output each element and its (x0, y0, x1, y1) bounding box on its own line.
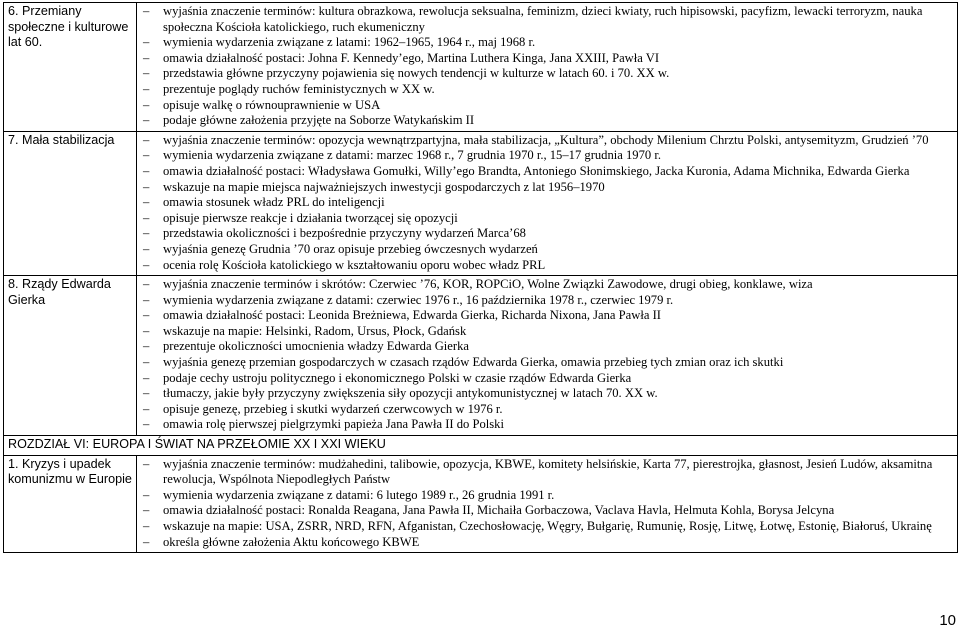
requirement-text: podaje główne założenia przyjęte na Soborze Watykańskim II (163, 113, 475, 128)
dash-bullet: – (143, 4, 150, 18)
chapter-row (4, 436, 958, 456)
requirement-item (141, 503, 953, 519)
requirement-item (141, 133, 953, 149)
requirement-text: podaje cechy ustroju politycznego i ekonomicznego Polski w czasie rządów Edwarda Gierka (163, 370, 632, 385)
requirement-item (141, 113, 953, 129)
requirement-item (141, 82, 953, 98)
requirements-list (141, 277, 953, 433)
requirement-text: wyjaśnia znaczenie terminów i skrótów: Czerwiec ’76, KOR, ROPCiO, Wolne Związki Zawodowe, drugi obieg, konklawe, wiza (163, 277, 813, 292)
section-row (4, 3, 958, 132)
requirement-text: wyjaśnia znaczenie terminów: kultura obrazkowa, rewolucja seksualna, feminizm, dzieci kwiaty, ruch hipisowski, pacyfizm, lewacki terroryzm, nauka społeczna Kościoła katolickiego, ruch ekumeniczny (163, 4, 923, 34)
dash-bullet: – (143, 241, 150, 256)
requirement-text: wyjaśnia znaczenie terminów: opozycja wewnątrzpartyjna, mała stabilizacja, „Kultura”, obchody Milenium Chrztu Polski, antysemityzm, Grudzień ’70 (163, 132, 929, 147)
requirement-item (141, 386, 953, 402)
section-row (4, 455, 958, 553)
requirement-item (141, 66, 953, 82)
requirement-item (141, 308, 953, 324)
requirement-item (141, 488, 953, 504)
requirement-text: wskazuje na mapie: USA, ZSRR, NRD, RFN, Afganistan, Czechosłowację, Węgry, Bułgarię, Rumunię, Rosję, Litwę, Łotwę, Estonię, Białoruś, Ukrainę (163, 519, 932, 533)
requirement-item (141, 35, 953, 51)
requirement-text: określa główne założenia Aktu końcowego KBWE (163, 534, 420, 549)
dash-bullet: – (143, 401, 150, 416)
requirement-text: wymienia wydarzenia związane z datami: czerwiec 1976 r., 16 października 1978 r., czerwiec 1979 r. (163, 292, 674, 307)
requirement-text: opisuje walkę o równouprawnienie w USA (163, 97, 381, 112)
requirement-item (141, 535, 953, 551)
dash-bullet: – (143, 50, 150, 65)
requirement-item (141, 98, 953, 114)
dash-bullet: – (143, 226, 150, 241)
dash-bullet: – (143, 370, 150, 385)
dash-bullet: – (143, 97, 150, 112)
topic-title: 1. Kryzys i upadek komunizmu w Europie (4, 455, 137, 553)
requirement-item (141, 339, 953, 355)
requirement-item (141, 402, 953, 418)
requirement-text: omawia działalność postaci: Władysława Gomułki, Willy’ego Brandta, Antoniego Słonimskiego, Jacka Kuronia, Adama Michnika, Edwarda Gierka (163, 163, 910, 178)
dash-bullet: – (143, 308, 150, 323)
requirement-item (141, 324, 953, 340)
dash-bullet: – (143, 534, 150, 549)
requirement-text: omawia stosunek władz PRL do inteligencji (163, 195, 385, 210)
dash-bullet: – (143, 277, 150, 292)
dash-bullet: – (143, 179, 150, 194)
requirement-text: wymienia wydarzenia związane z latami: 1962–1965, 1964 r., maj 1968 r. (163, 35, 536, 50)
requirements-list (141, 133, 953, 273)
dash-bullet: – (143, 148, 150, 163)
requirement-item (141, 417, 953, 433)
requirement-text: opisuje pierwsze reakcje i działania tworzącej się opozycji (163, 210, 458, 225)
requirement-item (141, 258, 953, 274)
dash-bullet: – (143, 66, 150, 81)
requirement-item (141, 457, 953, 488)
dash-bullet: – (143, 35, 150, 50)
requirement-text: tłumaczy, jakie były przyczyny zwiększenia siły opozycji antykomunistycznej w latach 70. XX w. (163, 386, 658, 401)
dash-bullet: – (143, 487, 150, 502)
dash-bullet: – (143, 355, 150, 370)
requirement-text: prezentuje poglądy ruchów feministycznych w XX w. (163, 81, 435, 96)
dash-bullet: – (143, 417, 150, 432)
dash-bullet: – (143, 456, 150, 471)
dash-bullet: – (143, 323, 150, 338)
dash-bullet: – (143, 210, 150, 225)
requirement-text: omawia działalność postaci: Ronalda Reagana, Jana Pawła II, Michaiła Gorbaczowa, Vaclava Havla, Helmuta Kohla, Borysa Jelcyna (163, 503, 835, 518)
requirements-cell (137, 131, 958, 275)
requirement-item (141, 371, 953, 387)
dash-bullet: – (143, 113, 150, 128)
dash-bullet: – (143, 163, 150, 178)
requirement-item (141, 195, 953, 211)
requirement-item (141, 355, 953, 371)
requirement-item (141, 51, 953, 67)
requirement-item (141, 519, 953, 535)
dash-bullet: – (143, 292, 150, 307)
dash-bullet: – (143, 339, 150, 354)
requirement-text: wymienia wydarzenia związane z datami: 6 lutego 1989 r., 26 grudnia 1991 r. (163, 487, 555, 502)
dash-bullet: – (143, 195, 150, 210)
topic-title: 7. Mała stabilizacja (4, 131, 137, 275)
section-row (4, 276, 958, 436)
dash-bullet: – (143, 519, 150, 533)
requirement-text: ocenia rolę Kościoła katolickiego w kształtowaniu oporu wobec władz PRL (163, 257, 546, 272)
requirement-text: wyjaśnia genezę przemian gospodarczych w czasach rządów Edwarda Gierka, omawia przebieg tych zmian oraz ich skutki (163, 355, 784, 370)
requirement-text: omawia działalność postaci: Johna F. Kennedy’ego, Martina Luthera Kinga, Jana XXIII, Pawła VI (163, 50, 660, 65)
requirement-text: prezentuje okoliczności umocnienia władzy Edwarda Gierka (163, 339, 469, 354)
chapter-heading: ROZDZIAŁ VI: EUROPA I ŚWIAT NA PRZEŁOMIE XX I XXI WIEKU (4, 436, 958, 456)
requirement-item (141, 164, 953, 180)
requirement-text: omawia działalność postaci: Leonida Breżniewa, Edwarda Gierka, Richarda Nixona, Jana Pawła II (163, 308, 661, 323)
dash-bullet: – (143, 81, 150, 96)
requirement-item (141, 226, 953, 242)
requirement-item (141, 293, 953, 309)
requirement-item (141, 148, 953, 164)
requirement-item (141, 4, 953, 35)
dash-bullet: – (143, 386, 150, 401)
dash-bullet: – (143, 132, 150, 147)
dash-bullet: – (143, 503, 150, 518)
requirement-item (141, 211, 953, 227)
requirement-text: wyjaśnia znaczenie terminów: mudżahedini, talibowie, opozycja, KBWE, komitety helsińskie, Karta 77, pierestrojka, głasnost, Jesień Ludów, aksamitna rewolucja, Wspólnota Niepodległych Państw (163, 456, 933, 487)
requirements-cell (137, 455, 958, 553)
requirement-item (141, 242, 953, 258)
requirements-list (141, 457, 953, 551)
topic-title: 6. Przemiany społeczne i kulturowe lat 60. (4, 3, 137, 132)
requirement-item (141, 180, 953, 196)
dash-bullet: – (143, 257, 150, 272)
requirement-item (141, 277, 953, 293)
page-number: 10 (939, 612, 956, 629)
requirement-text: przedstawia okoliczności i bezpośrednie przyczyny wydarzeń Marca’68 (163, 226, 526, 241)
requirement-text: omawia rolę pierwszej pielgrzymki papieża Jana Pawła II do Polski (163, 417, 504, 432)
requirements-list (141, 4, 953, 129)
requirement-text: opisuje genezę, przebieg i skutki wydarzeń czerwcowych w 1976 r. (163, 401, 503, 416)
requirement-text: wymienia wydarzenia związane z datami: marzec 1968 r., 7 grudnia 1970 r., 15–17 grudnia 1970 r. (163, 148, 661, 163)
requirement-text: wskazuje na mapie miejsca najważniejszych inwestycji gospodarczych z lat 1956–1970 (163, 179, 605, 194)
requirements-cell (137, 276, 958, 436)
requirement-text: wskazuje na mapie: Helsinki, Radom, Ursus, Płock, Gdańsk (163, 323, 467, 338)
requirement-text: przedstawia główne przyczyny pojawienia się nowych tendencji w kulturze w latach 60. i 70. XX w. (163, 66, 670, 81)
curriculum-table (3, 2, 958, 553)
requirement-text: wyjaśnia genezę Grudnia ’70 oraz opisuje przebieg ówczesnych wydarzeń (163, 241, 538, 256)
topic-title: 8. Rządy Edwarda Gierka (4, 276, 137, 436)
requirements-cell (137, 3, 958, 132)
section-row (4, 131, 958, 275)
